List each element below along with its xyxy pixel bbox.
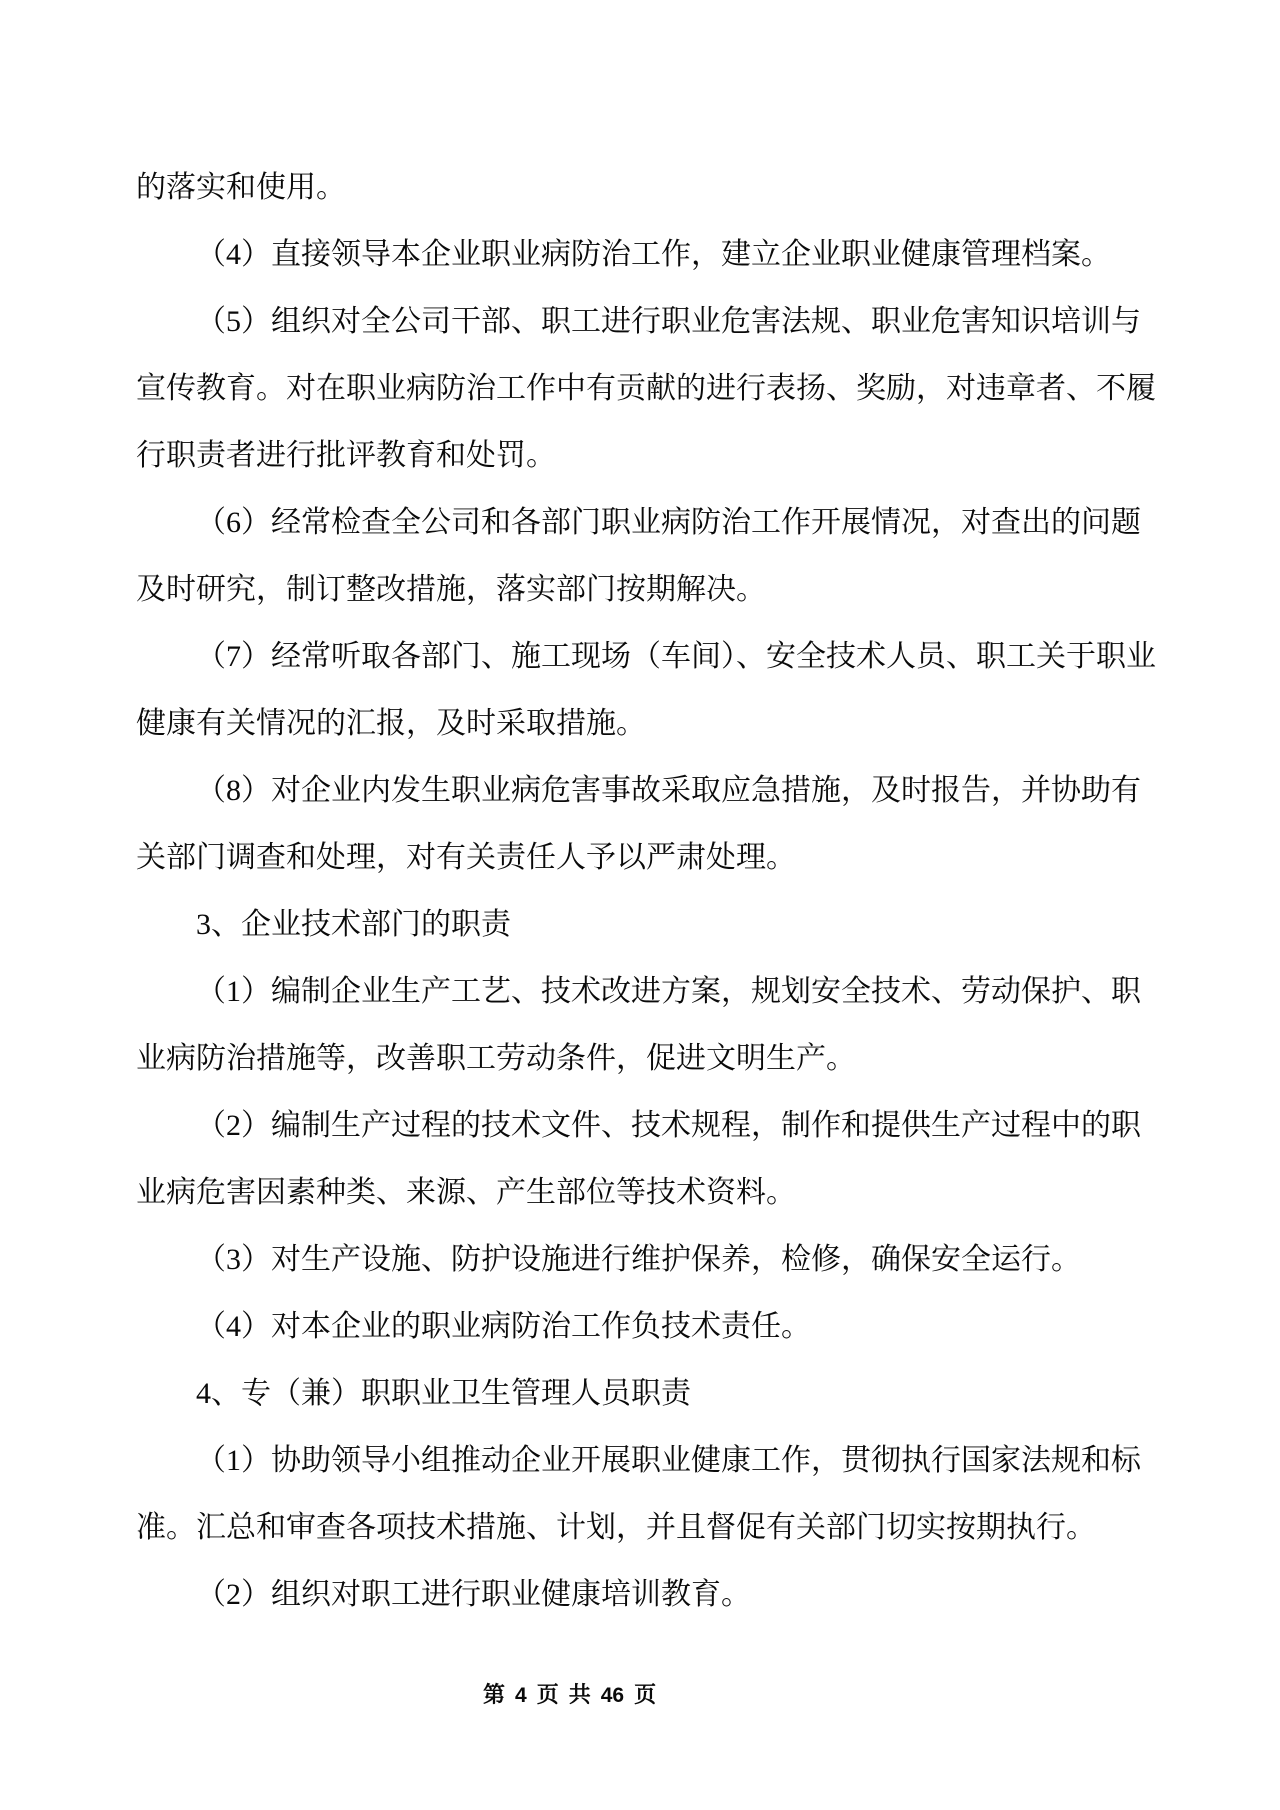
text-line: （2）组织对职工进行职业健康培训教育。 [196,1578,751,1611]
footer-page-number: 4 [515,1684,527,1707]
page-footer [478,1674,661,1716]
text-line: 业病危害因素种类、来源、产生部位等技术资料。 [136,1176,796,1209]
text-line: （1）协助领导小组推动企业开展职业健康工作，贯彻执行国家法规和标 [196,1444,1141,1477]
text-line: （6）经常检查全公司和各部门职业病防治工作开展情况，对查出的问题 [196,506,1141,539]
text-line: 宣传教育。对在职业病防治工作中有贡献的进行表扬、奖励，对违章者、不履 [136,372,1156,405]
text-line: 业病防治措施等，改善职工劳动条件，促进文明生产。 [136,1042,856,1075]
text-line: 准。汇总和审查各项技术措施、计划，并且督促有关部门切实按期执行。 [136,1511,1096,1544]
text-line: （2）编制生产过程的技术文件、技术规程，制作和提供生产过程中的职 [196,1109,1141,1142]
text-line: （3）对生产设施、防护设施进行维护保养，检修，确保安全运行。 [196,1243,1081,1276]
text-line: （4）直接领导本企业职业病防治工作，建立企业职业健康管理档案。 [196,238,1111,271]
text-line: （7）经常听取各部门、施工现场（车间）、安全技术人员、职工关于职业 [196,640,1156,673]
text-line: 4、专（兼）职职业卫生管理人员职责 [196,1377,691,1410]
text-line: （4）对本企业的职业病防治工作负技术责任。 [196,1310,811,1343]
text-line: 3、企业技术部门的职责 [196,908,511,941]
text-line: 关部门调查和处理，对有关责任人予以严肃处理。 [136,841,796,874]
document-body [136,154,1156,1628]
text-line: （1）编制企业生产工艺、技术改进方案，规划安全技术、劳动保护、职 [196,975,1141,1008]
footer-prefix: 第 [483,1682,506,1707]
text-line: 的落实和使用。 [136,171,346,204]
text-line: 健康有关情况的汇报，及时采取措施。 [136,707,646,740]
text-line: 及时研究，制订整改措施，落实部门按期解决。 [136,573,766,606]
footer-suffix: 页 [634,1682,657,1707]
footer-total-pages: 46 [600,1684,625,1707]
footer-label-page: 页 [536,1682,559,1707]
footer-label-total: 共 [568,1682,591,1707]
text-line: （5）组织对全公司干部、职工进行职业危害法规、职业危害知识培训与 [196,305,1141,338]
text-line: （8）对企业内发生职业病危害事故采取应急措施，及时报告，并协助有 [196,774,1141,807]
text-line: 行职责者进行批评教育和处罚。 [136,439,556,472]
